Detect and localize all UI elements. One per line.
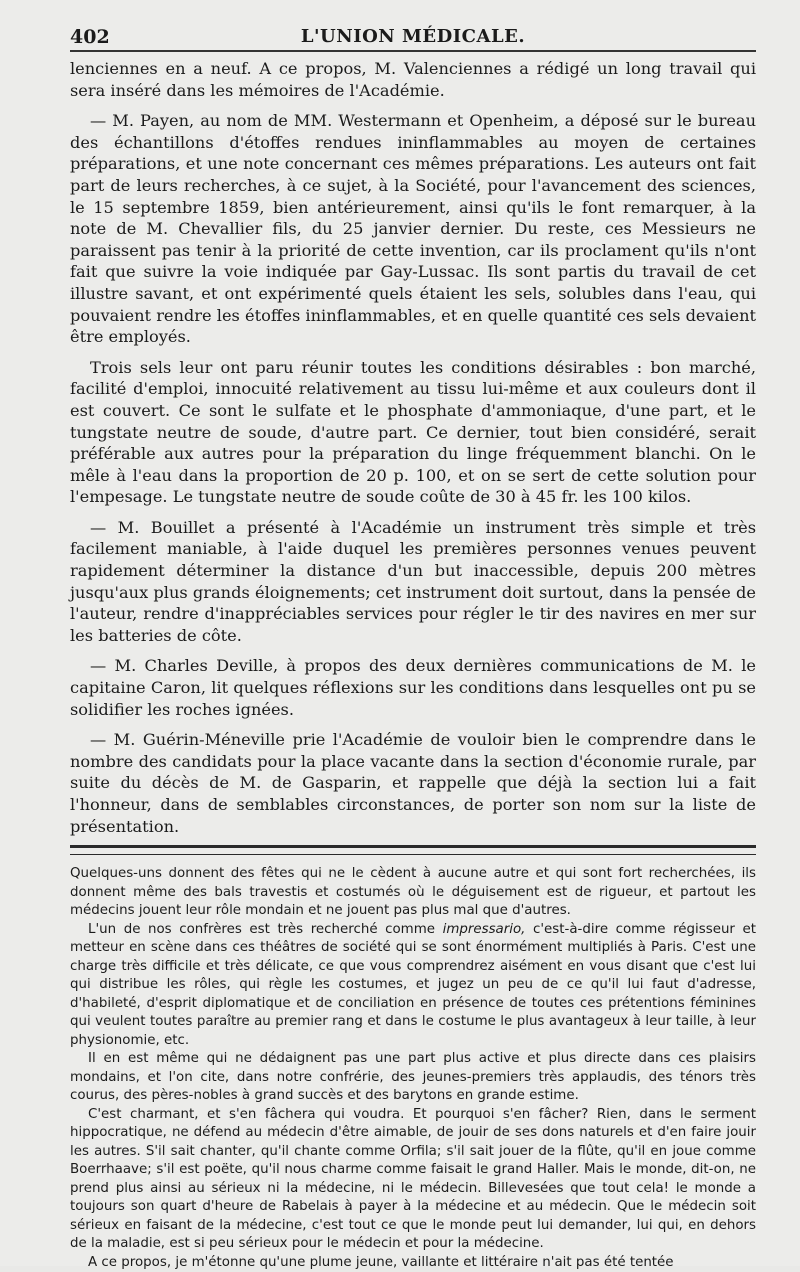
main-text (70, 58, 756, 837)
emphasis-impressario: impressario, (442, 921, 526, 937)
text-span: c'est-à-dire comme régisseur et metteur en scène dans ces théâtres de société qui se sont énormément multipliés à Paris. C'est une charge très difficile et très délicate, ce que vous comprendrez aisément en vous disant que c'est lui qui distribue les rôles, qui règle les costumes, et jugez un peu de ce qu'il lui faut d'adresse, d'habileté, d'esprit diplomatique et de conciliation en présence de toutes ces prétentions féminines qui veulent toutes paraître au premier rang et dans le costume le plus avantageux à leur taille, à leur physionomie, etc. (70, 921, 756, 1048)
page-number: 402 (70, 26, 110, 48)
running-title: L'UNION MÉDICALE. (300, 26, 526, 47)
feuilleton-paragraph-impressario (70, 921, 756, 1051)
feuilleton (70, 865, 756, 1272)
feuilleton-paragraph: C'est charmant, et s'en fâchera qui voudra. Et pourquoi s'en fâcher? Rien, dans le serment hippocratique, ne défend au médecin d'être aimable, de jouir de ses dons naturels et d'en faire jouir les autres. S'il sait chanter, qu'il chante comme Orfila; s'il sait jouer de la flûte, qu'il en joue comme Boerrhaave; s'il est poëte, qu'il nous charme comme faisait le grand Haller. Mais le monde, dit-on, ne prend plus ainsi au sérieux ni la médecine, ni le médecin. Billevesées que tout cela! le monde a toujours son quart d'heure de Rabelais à payer à la médecine et au médecin. Que le médecin soit sérieux en faisant de la médecine, c'est tout ce que le monde peut lui demander, lui qui, en dehors de la maladie, est si peu sérieux pour le médecin et pour la médecine. (70, 1106, 756, 1252)
feuilleton-paragraph: Il en est même qui ne dédaignent pas une part plus active et plus directe dans ces plaisirs mondains, et l'on cite, dans notre confrérie, des jeunes-premiers très applaudis, des ténors très courus, des pères-nobles à grand succès et des barytons en grande estime. (70, 1051, 756, 1104)
paragraph-trois-sels: Trois sels leur ont paru réunir toutes les conditions désirables : bon marché, facilité d'emploi, innocuité relativement au tissu lui-même et aux couleurs dont il est couvert. Ce sont le sulfate et le phosphate d'ammoniaque, d'une part, et le tungstate neutre de soude, d'autre part. Ce dernier, tout bien considéré, serait préférable aux autres pour la préparation du linge fréquemment blanchi. On le mêle à l'eau dans la proportion de 20 p. 100, et on se sert de cette solution pour l'empesage. Le tungstate neutre de soude coûte de 30 à 45 fr. les 100 kilos. (70, 357, 756, 507)
paragraph-bouillet: — M. Bouillet a présenté à l'Académie un instrument très simple et très facilement maniable, à l'aide duquel les premières personnes venues peuvent rapidement déterminer la distance d'un but inaccessible, depuis 200 mètres jusqu'aux plus grands éloignements; cet instrument doit surtout, dans la pensée de l'auteur, rendre d'inappréciables services pour régler le tir des navires en mer sur les batteries de côte. (70, 517, 756, 645)
paragraph-continuation: lenciennes en a neuf. A ce propos, M. Valenciennes a rédigé un long travail qui sera inséré dans les mémoires de l'Académie. (70, 59, 756, 100)
feuilleton-paragraph: Quelques-uns donnent des fêtes qui ne le cèdent à aucune autre et qui sont fort recherchées, ils donnent même des bals travestis et costumés où le déguisement est de rigueur, et partout les médecins jouent leur rôle mondain et ne jouent pas plus mal que d'autres. (70, 866, 756, 919)
paragraph-deville: — M. Charles Deville, à propos des deux dernières communications de M. le capitaine Caron, lit quelques réflexions sur les conditions dans lesquelles ont pu se solidifier les roches ignées. (70, 656, 756, 719)
feuilleton-paragraph: A ce propos, je m'étonne qu'une plume jeune, vaillante et littéraire n'ait pas été tentée (88, 1254, 674, 1270)
page-header (70, 18, 756, 52)
paragraph-guerin-meneville: — M. Guérin-Méneville prie l'Académie de vouloir bien le comprendre dans le nombre des candidats pour la place vacante dans la section d'économie rurale, par suite du décès de M. de Gasparin, et rappelle que déjà la section lui a fait l'honneur, dans de semblables circonstances, de porter son nom sur la liste de présentation. (70, 730, 756, 836)
text-span: L'un de nos confrères est très recherché comme (88, 921, 443, 937)
paragraph-payen: — M. Payen, au nom de MM. Westermann et Openheim, a déposé sur le bureau des échantillons d'étoffes rendues ininflammables au moyen de certaines préparations, et une note concernant ces mêmes préparations. Les auteurs ont fait part de leurs recherches, à ce sujet, à la Société, pour l'avancement des sciences, le 15 septembre 1859, bien antérieurement, ainsi qu'ils le font remarquer, à la note de M. Chevallier fils, du 25 janvier dernier. Du reste, ces Messieurs ne paraissent pas tenir à la priorité de cette invention, car ils proclament qu'ils n'ont fait que suivre la voie indiquée par Gay-Lussac. Ils sont partis du travail de cet illustre savant, et ont expérimenté quels étaient les sels, solubles dans l'eau, qui pouvaient rendre les étoffes ininflammables, et en quelle quantité ces sels devaient être employés. (70, 111, 756, 347)
feuilleton-separator (70, 845, 756, 855)
